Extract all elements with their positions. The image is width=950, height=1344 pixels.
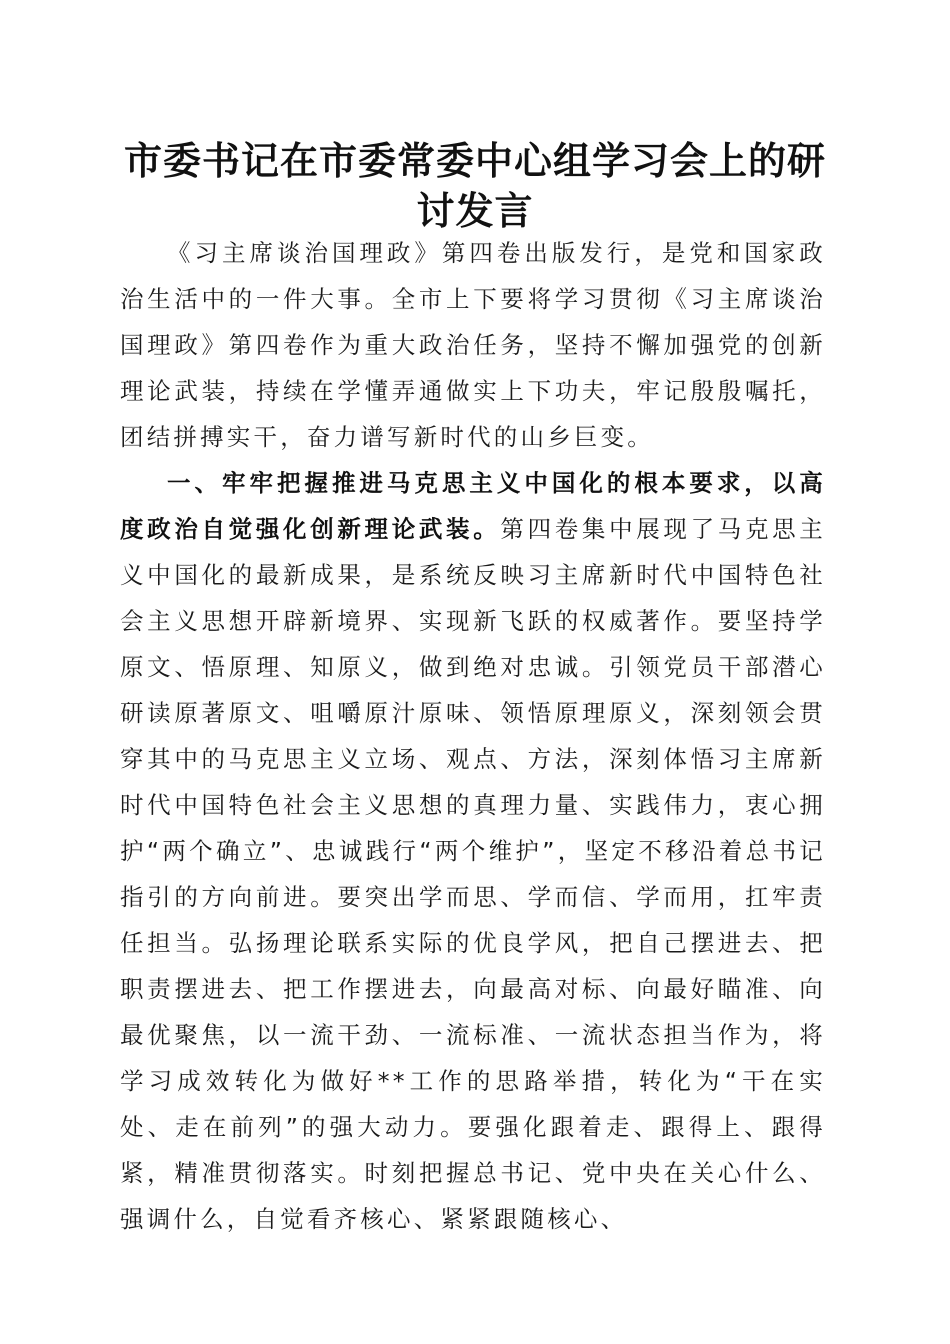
intro-paragraph (120, 230, 826, 460)
document-body (120, 230, 826, 1242)
section-one-text: 第四卷集中展现了马克思主义中国化的最新成果，是系统反映习主席新时代中国特色社会主义思想开辟新境界、实现新飞跃的权威著作。要坚持学原文、悟原理、知原义，做到绝对忠诚。引领党员干部潜心研读原著原文、咀嚼原汁原味、领悟原理原义，深刻领会贯穿其中的马克思主义立场、观点、方法，深刻体悟习主席新时代中国特色社会主义思想的真理力量、实践伟力，衷心拥护“两个确立”、忠诚践行“两个维护”，坚定不移沿着总书记指引的方向前进。要突出学而思、学而信、学而用，扛牢责任担当。弘扬理论联系实际的优良学风，把自己摆进去、把职责摆进去、把工作摆进去，向最高对标、向最好瞄准、向最优聚焦，以一流干劲、一流标准、一流状态担当作为，将学习成效转化为做好**工作的思路举措，转化为“干在实处、走在前列”的强大动力。要强化跟着走、跟得上、跟得紧，精准贯彻落实。时刻把握总书记、党中央在关心什么、强调什么，自觉看齐核心、紧紧跟随核心、 (120, 515, 826, 1233)
document-title: 市委书记在市委常委中心组学习会上的研讨发言 (123, 138, 826, 233)
intro-paragraph-text: 《习主席谈治国理政》第四卷出版发行，是党和国家政治生活中的一件大事。全市上下要将学习贯彻《习主席谈治国理政》第四卷作为重大政治任务，坚持不懈加强党的创新理论武装，持续在学懂弄通做实上下功夫，牢记殷殷嘱托，团结拼搏实干，奋力谱写新时代的山乡巨变。 (120, 239, 826, 451)
section-one-heading: 一、牢牢把握推进马克思主义中国化的根本要求，以高度政治自觉强化创新理论武装。 (120, 469, 826, 543)
section-one-paragraph (120, 460, 826, 1242)
